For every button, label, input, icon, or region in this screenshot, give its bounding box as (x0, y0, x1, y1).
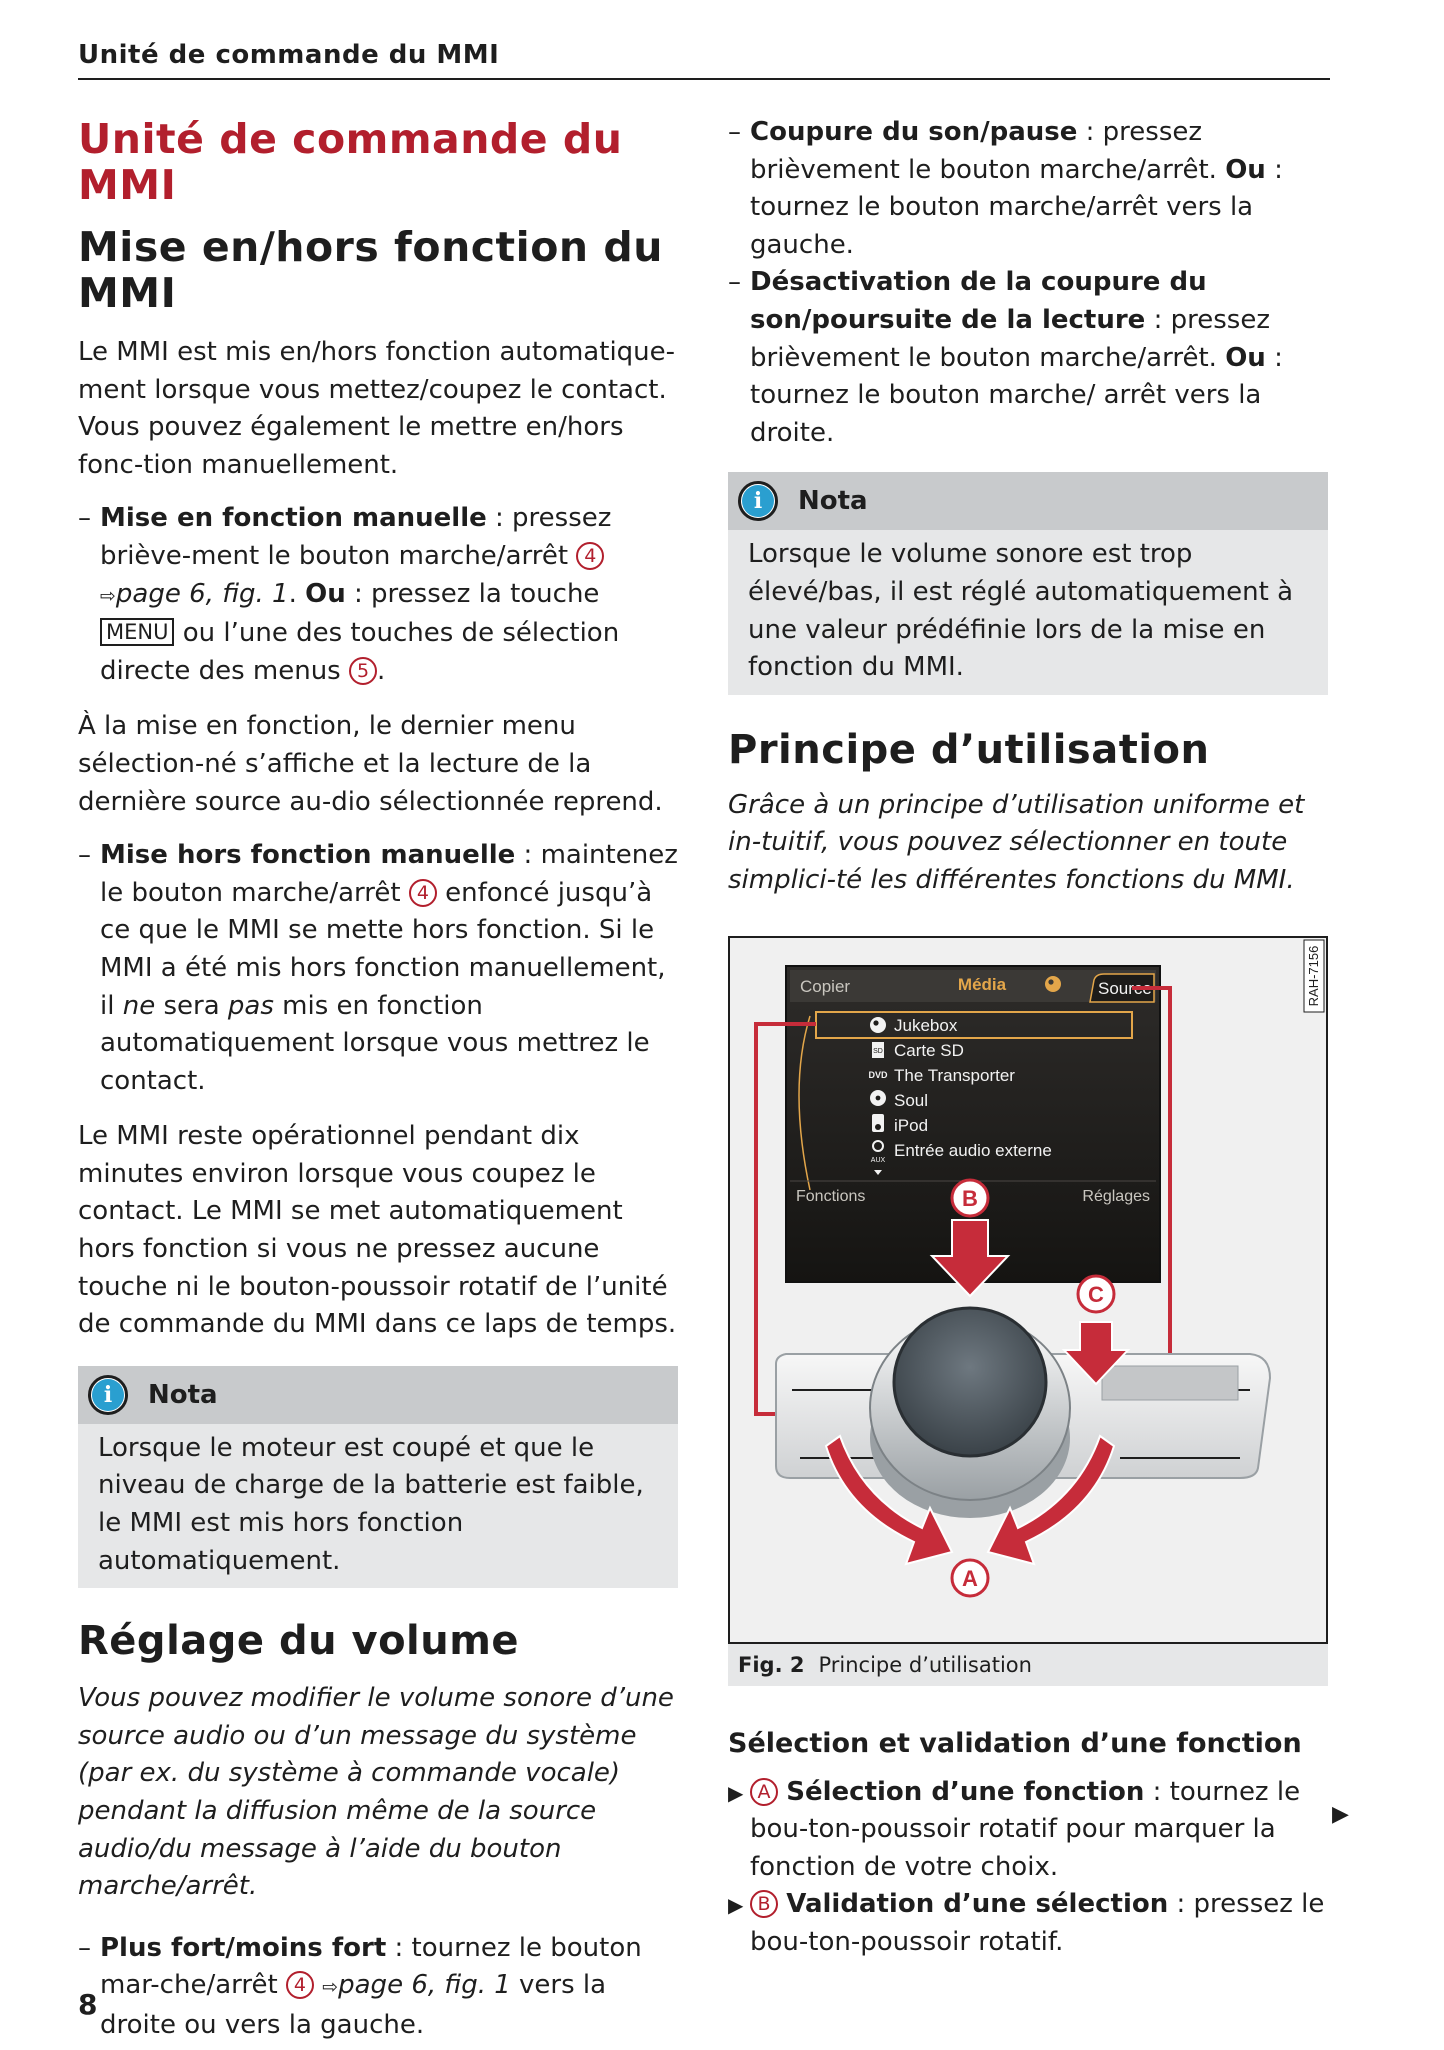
item-text: : pressez le bou-ton-poussoir rotatif. (750, 1889, 1325, 1957)
console-button-c[interactable] (1102, 1366, 1238, 1400)
list-item-unmute (728, 264, 1328, 452)
header-rule (78, 78, 1330, 80)
reference-arrow-icon: ⇨ (322, 1976, 339, 1999)
reference-number-badge: 4 (286, 1971, 314, 1999)
item-label: Mise en fonction manuelle (100, 503, 487, 534)
intro-paragraph: Le MMI est mis en/hors fonction automatique-ment lorsque vous mettez/coupez le contact. Vous pouvez également le mettre en/hors fonc-tion manuellement. (78, 337, 676, 480)
svg-text:A: A (962, 1565, 978, 1591)
list-item-select (728, 1774, 1328, 1887)
list-item-mute (728, 114, 1328, 264)
media-icon (1045, 976, 1061, 992)
svg-text:Entrée audio externe: Entrée audio externe (894, 1140, 1052, 1160)
svg-text:Jukebox: Jukebox (894, 1015, 958, 1035)
note-header (78, 1366, 678, 1424)
page-number: 8 (78, 1988, 98, 2021)
emphasis: ne (122, 990, 156, 1021)
screen-left-label: Copier (800, 976, 851, 996)
screen-right-label: Source (1098, 978, 1152, 998)
item-text: : tournez le bou-ton-poussoir rotatif pour marquer la fonction de votre choix. (750, 1776, 1301, 1882)
svg-text:DVD: DVD (868, 1069, 888, 1080)
item-text: : tournez le bouton marche/arrêt vers la gauche. (750, 154, 1283, 260)
item-text: : pressez briève-ment le bouton marche/arrêt (100, 503, 612, 571)
note-box-battery (78, 1366, 678, 1588)
triangle-bullet-icon: ▶ (728, 1780, 744, 1805)
item-label: Validation d’une sélection (786, 1889, 1169, 1920)
callout-badge-b: B (750, 1890, 778, 1918)
list-item-validate (728, 1886, 1328, 1961)
item-text: : pressez la touche (345, 578, 600, 609)
dash-bullet: – (78, 1932, 91, 1963)
menu-item-ipod[interactable] (872, 1114, 928, 1135)
figure-caption-text: Principe d’utilisation (818, 1652, 1032, 1677)
paragraph-resume: À la mise en fonction, le dernier menu sélection-né s’affiche et la lecture de la dernière source au-dio sélectionnée reprend. (78, 711, 663, 817)
svg-text:iPod: iPod (894, 1115, 929, 1135)
emphasis: pas (227, 990, 274, 1021)
screen-bottom-left: Fonctions (796, 1187, 866, 1205)
section-title: Unité de commande du MMI (78, 115, 623, 209)
item-text: ou l’une des touches de sélection directe des menus (100, 618, 620, 686)
subsection-title: Mise en/hors fonction du MMI (78, 223, 663, 317)
svg-text:SD: SD (873, 1047, 883, 1055)
page-reference-link[interactable]: page 6, fig. 1 (338, 1970, 511, 2001)
figure-mmi-control (728, 936, 1328, 1644)
svg-text:AUX: AUX (870, 1156, 886, 1164)
svg-text:Soul: Soul (894, 1090, 929, 1110)
note-title: Nota (798, 486, 868, 517)
left-column (78, 110, 678, 2045)
principle-lead: Grâce à un principe d’utilisation uniforme et in-tuitif, vous pouvez sélectionner en toute simplici-té les différentes fonctions du MMI. (728, 789, 1305, 895)
note-body: Lorsque le volume sonore est trop élevé/bas, il est réglé automatiquement à une valeur prédéfinie lors de la mise en fonction du MMI. (728, 530, 1328, 694)
reference-number-badge: 4 (409, 879, 437, 907)
item-text: sera (155, 990, 228, 1021)
dash-bullet: – (728, 117, 741, 147)
callout-badge-a: A (750, 1778, 778, 1806)
volume-lead: Vous pouvez modifier le volume sonore d’une source audio ou d’un message du système (par ex. du système à commande vocale) pendant la diffusion même de la source audio/du message à l’aide du bouton marche/arrêt. (78, 1683, 674, 1902)
screen-title: Média (957, 974, 1007, 994)
callout-c (1078, 1276, 1114, 1312)
page-reference-link[interactable]: page 6, fig. 1 (115, 578, 289, 609)
principle-title: Principe d’utilisation (728, 726, 1210, 773)
reference-number-badge: 5 (349, 657, 377, 685)
item-label: Coupure du son/pause (750, 117, 1078, 147)
note-header (728, 472, 1328, 530)
callout-b (952, 1180, 988, 1216)
item-label: Plus fort/moins fort (100, 1932, 387, 1963)
right-column (728, 100, 1328, 1961)
note-body: Lorsque le moteur est coupé et que le niveau de charge de la batterie est faible, le MMI est mis hors fonction automatiquement. (78, 1424, 678, 1588)
dash-bullet: – (728, 267, 741, 298)
continue-arrow-icon: ▶ (1332, 1802, 1349, 1827)
item-text: enfoncé jusqu’à ce que le MMI se mette hors fonction. Si le MMI a été mis hors fonction manuellement, il (100, 877, 666, 1021)
item-text: : tournez le bouton marche/ arrêt vers la droite. (750, 342, 1283, 448)
item-text: : tournez le bouton mar-che/arrêt (100, 1932, 642, 2001)
reference-number-badge: 4 (576, 542, 604, 570)
figure-label: Fig. 2 (738, 1652, 805, 1677)
item-text: mis en fonction automatiquement lorsque vous mettrez le contact. (100, 990, 650, 1096)
dash-bullet: – (78, 503, 91, 534)
item-label: Sélection d’une fonction (786, 1776, 1145, 1807)
item-text: vers la droite ou vers la gauche. (100, 1970, 607, 2040)
running-header: Unité de commande du MMI (78, 40, 500, 70)
triangle-bullet-icon: ▶ (728, 1893, 744, 1918)
figure-code: RAH-7156 (1306, 945, 1321, 1006)
dash-bullet: – (78, 840, 91, 871)
list-item-power-off (78, 837, 678, 1100)
item-label: Désactivation de la coupure du son/poursuite de la lecture (750, 267, 1207, 335)
figure-caption (728, 1644, 1328, 1686)
ou-label: Ou (305, 578, 346, 609)
mmi-illustration (730, 938, 1326, 1642)
item-text: : pressez brièvement le bouton marche/arrêt. (750, 304, 1270, 373)
note-title: Nota (148, 1379, 218, 1410)
list-item-volume (78, 1930, 678, 2045)
item-text: : pressez brièvement le bouton marche/arrêt. (750, 117, 1226, 185)
list-item-power-on: – Mise en fonction manuelle : pressez briève-ment le bouton marche/arrêt 4 ⇨page 6, fig. 1. Ou : pressez la touche MENU ou l’une des touches de sélection directe des menus 5 . (78, 500, 678, 690)
reference-arrow-icon: ⇨ (100, 584, 116, 607)
svg-text:The Transporter: The Transporter (894, 1065, 1015, 1085)
note-box-volume (728, 472, 1328, 694)
svg-text:Carte SD: Carte SD (894, 1040, 964, 1060)
svg-text:C: C (1088, 1281, 1104, 1307)
item-label: Mise hors fonction manuelle (100, 840, 516, 871)
ou-label: Ou (1225, 154, 1266, 185)
volume-title: Réglage du volume (78, 1618, 520, 1665)
callout-a (952, 1560, 988, 1596)
menu-key: MENU (100, 618, 174, 646)
paragraph-standby: Le MMI reste opérationnel pendant dix minutes environ lorsque vous coupez le contact. Le MMI se met automatiquement hors fonction si vous ne pressez aucune touche ni le bouton-poussoir rotatif de l’unité de commande du MMI dans ce laps de temps. (78, 1121, 677, 1340)
selection-title: Sélection et validation d’une fonction (728, 1727, 1302, 1759)
info-icon: i (738, 481, 778, 521)
svg-text:B: B (962, 1185, 978, 1211)
ou-label: Ou (1225, 342, 1266, 373)
info-icon: i (88, 1375, 128, 1415)
item-text: : maintenez le bouton marche/arrêt (100, 840, 678, 908)
screen-bottom-right: Réglages (1082, 1187, 1150, 1205)
